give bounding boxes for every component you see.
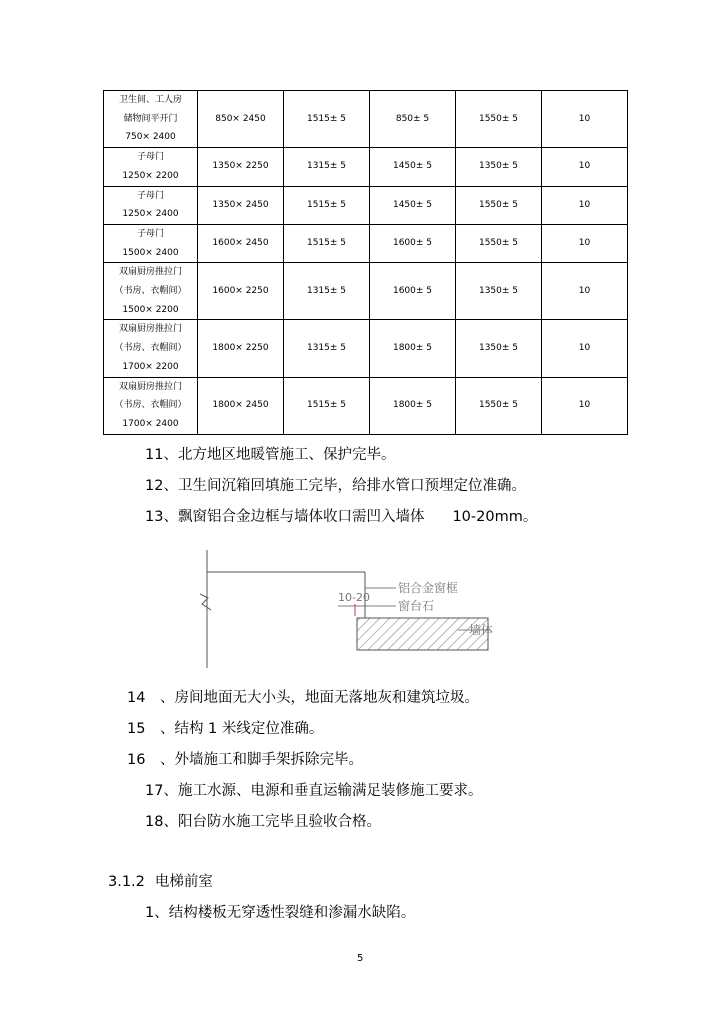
item-16 — [127, 750, 363, 770]
table-cell: 1800× 2450 — [198, 377, 284, 434]
table-cell: 1315± 5 — [284, 148, 370, 186]
table-row — [104, 224, 628, 262]
table-cell: 1600× 2450 — [198, 224, 284, 262]
door-type-line: 1500× 2200 — [122, 304, 179, 315]
item-number: 15 、 — [127, 721, 175, 737]
door-type-line: （书房、衣帽间） — [114, 400, 187, 411]
item-number: 12、 — [145, 478, 178, 494]
item-text: 飘窗铝合金边框与墙体收口需凹入墙体 — [177, 509, 425, 525]
door-type-cell — [104, 148, 198, 186]
label-wall: 墙体 — [468, 623, 493, 637]
table-cell: 1450± 5 — [370, 148, 456, 186]
table-cell: 10 — [542, 148, 628, 186]
item-text: 北方地区地暖管施工、保护完毕。 — [177, 447, 396, 463]
item-11 — [145, 445, 395, 465]
table-cell: 850± 5 — [370, 91, 456, 148]
table-cell: 1600± 5 — [370, 224, 456, 262]
table-cell: 1350× 2450 — [198, 186, 284, 224]
door-type-cell — [104, 91, 198, 148]
door-type-line: （书房、衣帽间） — [114, 286, 187, 297]
table-cell: 1550± 5 — [456, 91, 542, 148]
item-number: 1、 — [145, 905, 169, 921]
break-mark — [200, 594, 211, 610]
door-type-line: 1250× 2200 — [122, 170, 179, 181]
item-number: 13、 — [145, 509, 178, 525]
item-17 — [145, 781, 482, 801]
table-cell: 1515± 5 — [284, 186, 370, 224]
item-number: 11、 — [145, 447, 178, 463]
table-cell: 10 — [542, 224, 628, 262]
table-cell: 1450± 5 — [370, 186, 456, 224]
item-text: 房间地面无大小头，地面无落地灰和建筑垃圾。 — [174, 690, 479, 706]
door-type-cell — [104, 224, 198, 262]
door-type-line: 子母门 — [136, 152, 164, 163]
door-type-line: 1250× 2400 — [122, 209, 179, 220]
table-cell: 1515± 5 — [284, 377, 370, 434]
dim-label: 10-20 — [338, 591, 370, 604]
section-heading — [108, 872, 213, 892]
table-row — [104, 186, 628, 224]
label-frame: 铝合金窗框 — [398, 581, 459, 595]
table-cell: 1600× 2250 — [198, 263, 284, 320]
door-type-line: 1500× 2400 — [122, 247, 179, 258]
table-cell: 1800× 2250 — [198, 320, 284, 377]
item-18 — [145, 812, 381, 832]
door-type-line: 储物间平开门 — [123, 113, 178, 124]
item-number: 14 、 — [127, 690, 175, 706]
table-cell: 1350± 5 — [456, 148, 542, 186]
door-type-line: （书房、衣帽间） — [114, 343, 187, 354]
table-cell: 10 — [542, 377, 628, 434]
door-type-cell — [104, 377, 198, 434]
table-cell: 1350± 5 — [456, 320, 542, 377]
table-cell: 1800± 5 — [370, 320, 456, 377]
table-cell: 10 — [542, 263, 628, 320]
item-number: 18、 — [145, 814, 178, 830]
item-13 — [145, 507, 537, 527]
item-number: 16 、 — [127, 752, 175, 768]
table-cell: 1600± 5 — [370, 263, 456, 320]
table-row — [104, 148, 628, 186]
item-12 — [145, 476, 526, 496]
door-type-line: 子母门 — [136, 190, 164, 201]
section-item-1 — [145, 903, 415, 923]
window-sill-diagram — [200, 550, 500, 670]
item-15 — [127, 719, 323, 739]
table-cell: 1350× 2250 — [198, 148, 284, 186]
table-row — [104, 91, 628, 148]
table-row — [104, 320, 628, 377]
door-type-line: 卫生间、工人房 — [118, 95, 182, 105]
table-cell: 1550± 5 — [456, 224, 542, 262]
door-type-line: 子母门 — [136, 228, 164, 239]
section-number: 3.1.2 — [108, 874, 145, 890]
table-cell: 1350± 5 — [456, 263, 542, 320]
table-cell: 1550± 5 — [456, 377, 542, 434]
door-type-cell — [104, 263, 198, 320]
door-type-line: 1700× 2400 — [122, 418, 179, 429]
door-type-line: 双扇厨房推拉门 — [118, 381, 182, 392]
door-type-line: 双扇厨房推拉门 — [118, 267, 182, 278]
table-cell: 1515± 5 — [284, 224, 370, 262]
door-type-line: 1700× 2200 — [122, 361, 179, 372]
item-dimension: 10-20mm。 — [452, 509, 538, 525]
section-title: 电梯前室 — [154, 874, 213, 890]
item-text: 外墙施工和脚手架拆除完毕。 — [174, 752, 363, 768]
table-cell: 10 — [542, 186, 628, 224]
door-type-line: 双扇厨房推拉门 — [118, 324, 182, 335]
door-type-line: 750× 2400 — [125, 132, 176, 143]
item-text: 卫生间沉箱回填施工完毕，给排水管口预埋定位准确。 — [177, 478, 526, 494]
table-row — [104, 263, 628, 320]
label-sill: 窗台石 — [398, 599, 435, 613]
item-14 — [127, 688, 479, 708]
item-text: 施工水源、电源和垂直运输满足装修施工要求。 — [177, 783, 483, 799]
table-cell: 10 — [542, 320, 628, 377]
table-cell: 10 — [542, 91, 628, 148]
item-text: 结构 1 米线定位准确。 — [174, 721, 324, 737]
page-number: 5 — [357, 953, 364, 964]
table-cell: 850× 2450 — [198, 91, 284, 148]
item-text: 阳台防水施工完毕且验收合格。 — [177, 814, 381, 830]
table-cell: 1315± 5 — [284, 263, 370, 320]
item-text: 结构楼板无穿透性裂缝和渗漏水缺陷。 — [168, 905, 416, 921]
table-cell: 1800± 5 — [370, 377, 456, 434]
door-type-cell — [104, 186, 198, 224]
table-cell: 1315± 5 — [284, 320, 370, 377]
table-cell: 1515± 5 — [284, 91, 370, 148]
table-cell: 1550± 5 — [456, 186, 542, 224]
table-row — [104, 377, 628, 434]
door-type-cell — [104, 320, 198, 377]
door-spec-table — [103, 90, 628, 435]
item-number: 17、 — [145, 783, 178, 799]
